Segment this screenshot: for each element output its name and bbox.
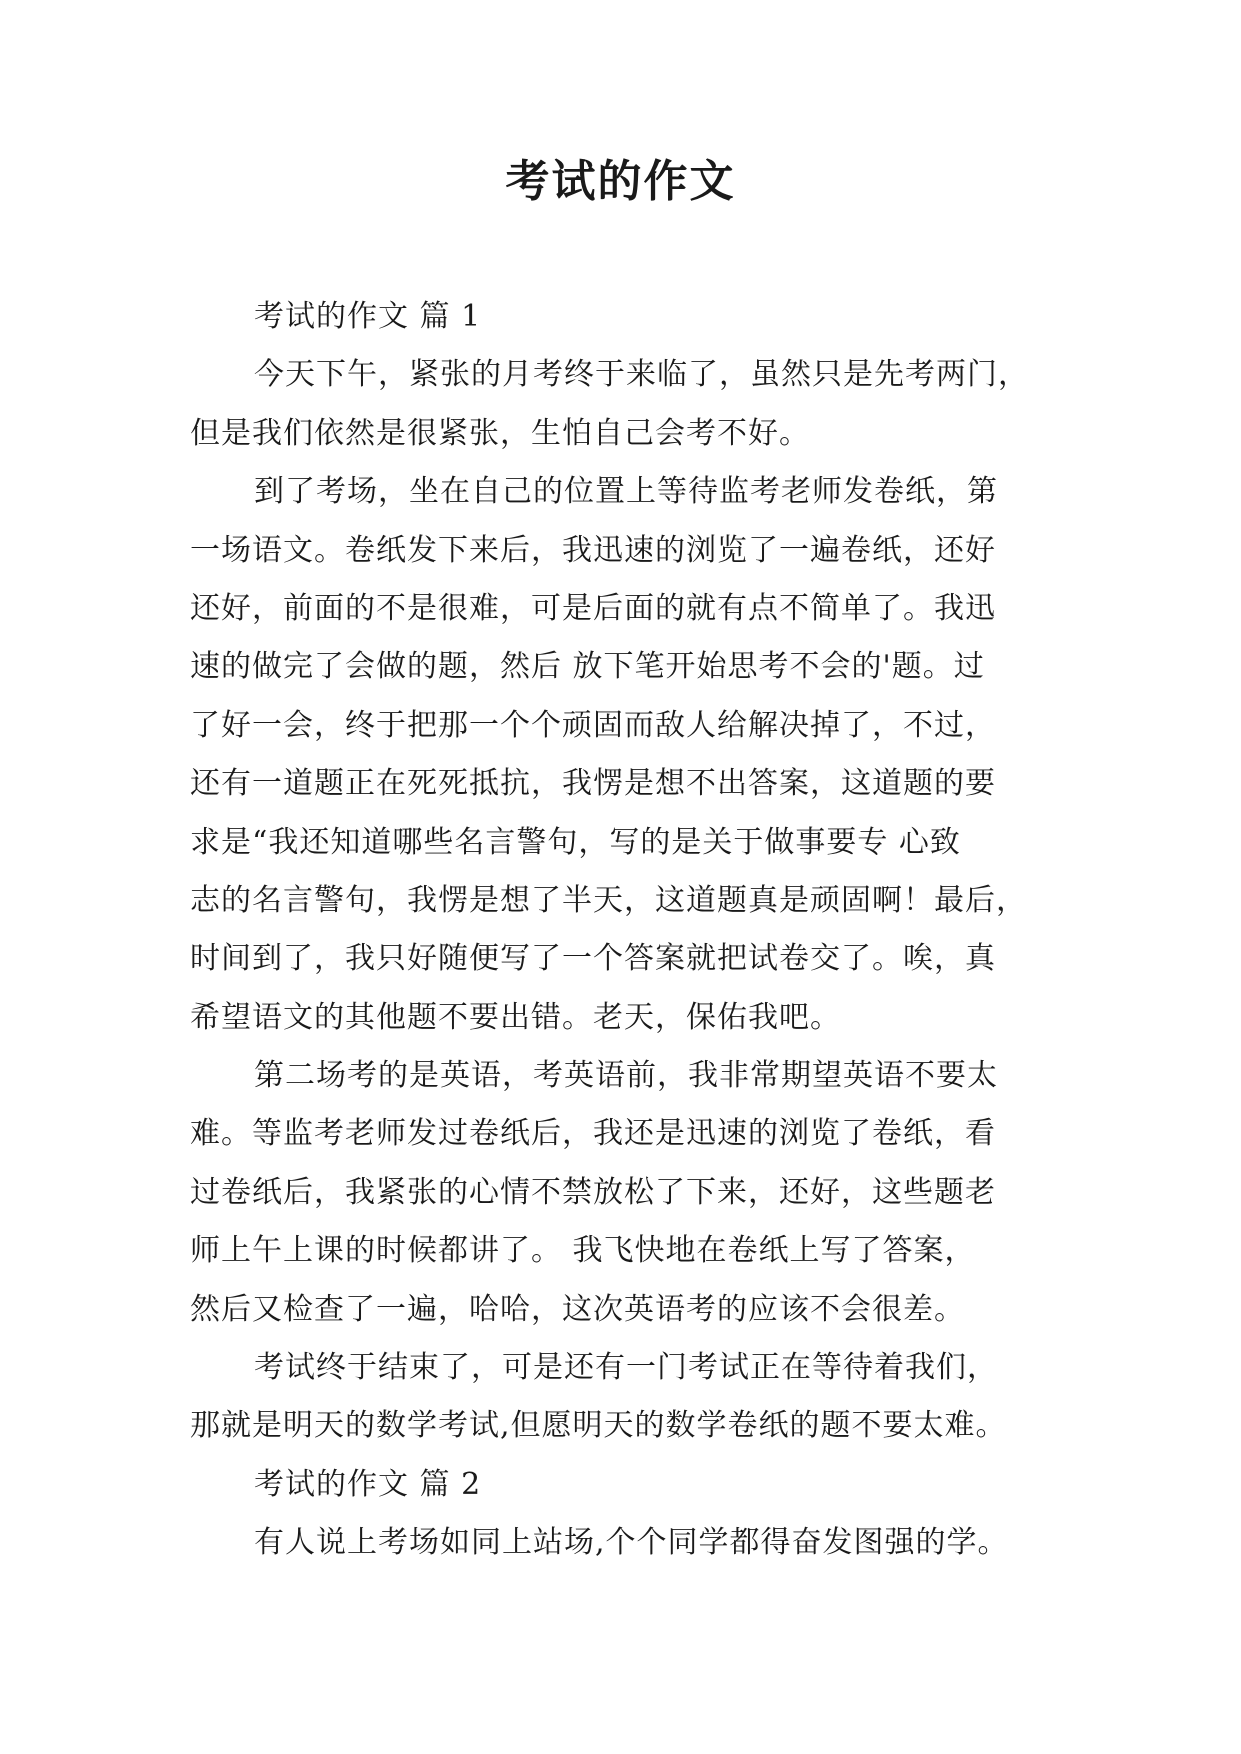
text-line: 第二场考的是英语，考英语前，我非常期望英语不要太 [254,1058,998,1094]
text-line: 还有一道题正在死死抵抗，我愣是想不出答案，这道题的要 [190,766,996,802]
text-line: 然后又检查了一遍，哈哈，这次英语考的应该不会很差。 [190,1291,965,1327]
text-line: 到了考场，坐在自己的位置上等待监考老师发卷纸，第 [254,474,998,510]
document-body [190,288,1050,1573]
text-line: 一场语文。卷纸发下来后，我迅速的浏览了一遍卷纸，还好 [190,532,996,568]
text-line: 师上午上课的时候都讲了。 我飞快地在卷纸上写了答案， [190,1233,976,1269]
text-line: 速的做完了会做的题，然后 放下笔开始思考不会的'题。过 [190,649,985,685]
text-line: 考试终于结束了，可是还有一门考试正在等待着我们， [254,1350,998,1386]
text-line: 还好，前面的不是很难，可是后面的就有点不简单了。我迅 [190,590,996,626]
text-line: 今天下午，紧张的月考终于来临了，虽然只是先考两门， [254,357,1029,393]
text-line: 了好一会，终于把那一个个顽固而敌人给解决掉了，不过， [190,707,996,743]
text-line: 志的名言警句，我愣是想了半天，这道题真是顽固啊！最后， [190,882,1027,918]
text-line: 希望语文的其他题不要出错。老天，保佑我吧。 [190,999,841,1035]
text-line: 难。等监考老师发过卷纸后，我还是迅速的浏览了卷纸，看 [190,1116,996,1152]
text-line: 考试的作文 篇 2 [254,1466,482,1502]
text-line: 有人说上考场如同上站场,个个同学都得奋发图强的学。 [254,1525,1009,1561]
text-line: 但是我们依然是很紧张，生怕自己会考不好。 [190,415,810,451]
text-line: 求是“我还知道哪些名言警句，写的是关于做事要专 心致 [190,824,961,860]
text-line: 时间到了，我只好随便写了一个答案就把试卷交了。唉，真 [190,941,996,977]
document-title: 考试的作文 [505,156,736,207]
text-line: 考试的作文 篇 1 [254,299,482,334]
text-line: 过卷纸后，我紧张的心情不禁放松了下来，还好，这些题老 [190,1174,996,1210]
text-line: 那就是明天的数学考试,但愿明天的数学卷纸的题不要太难。 [190,1408,1007,1444]
